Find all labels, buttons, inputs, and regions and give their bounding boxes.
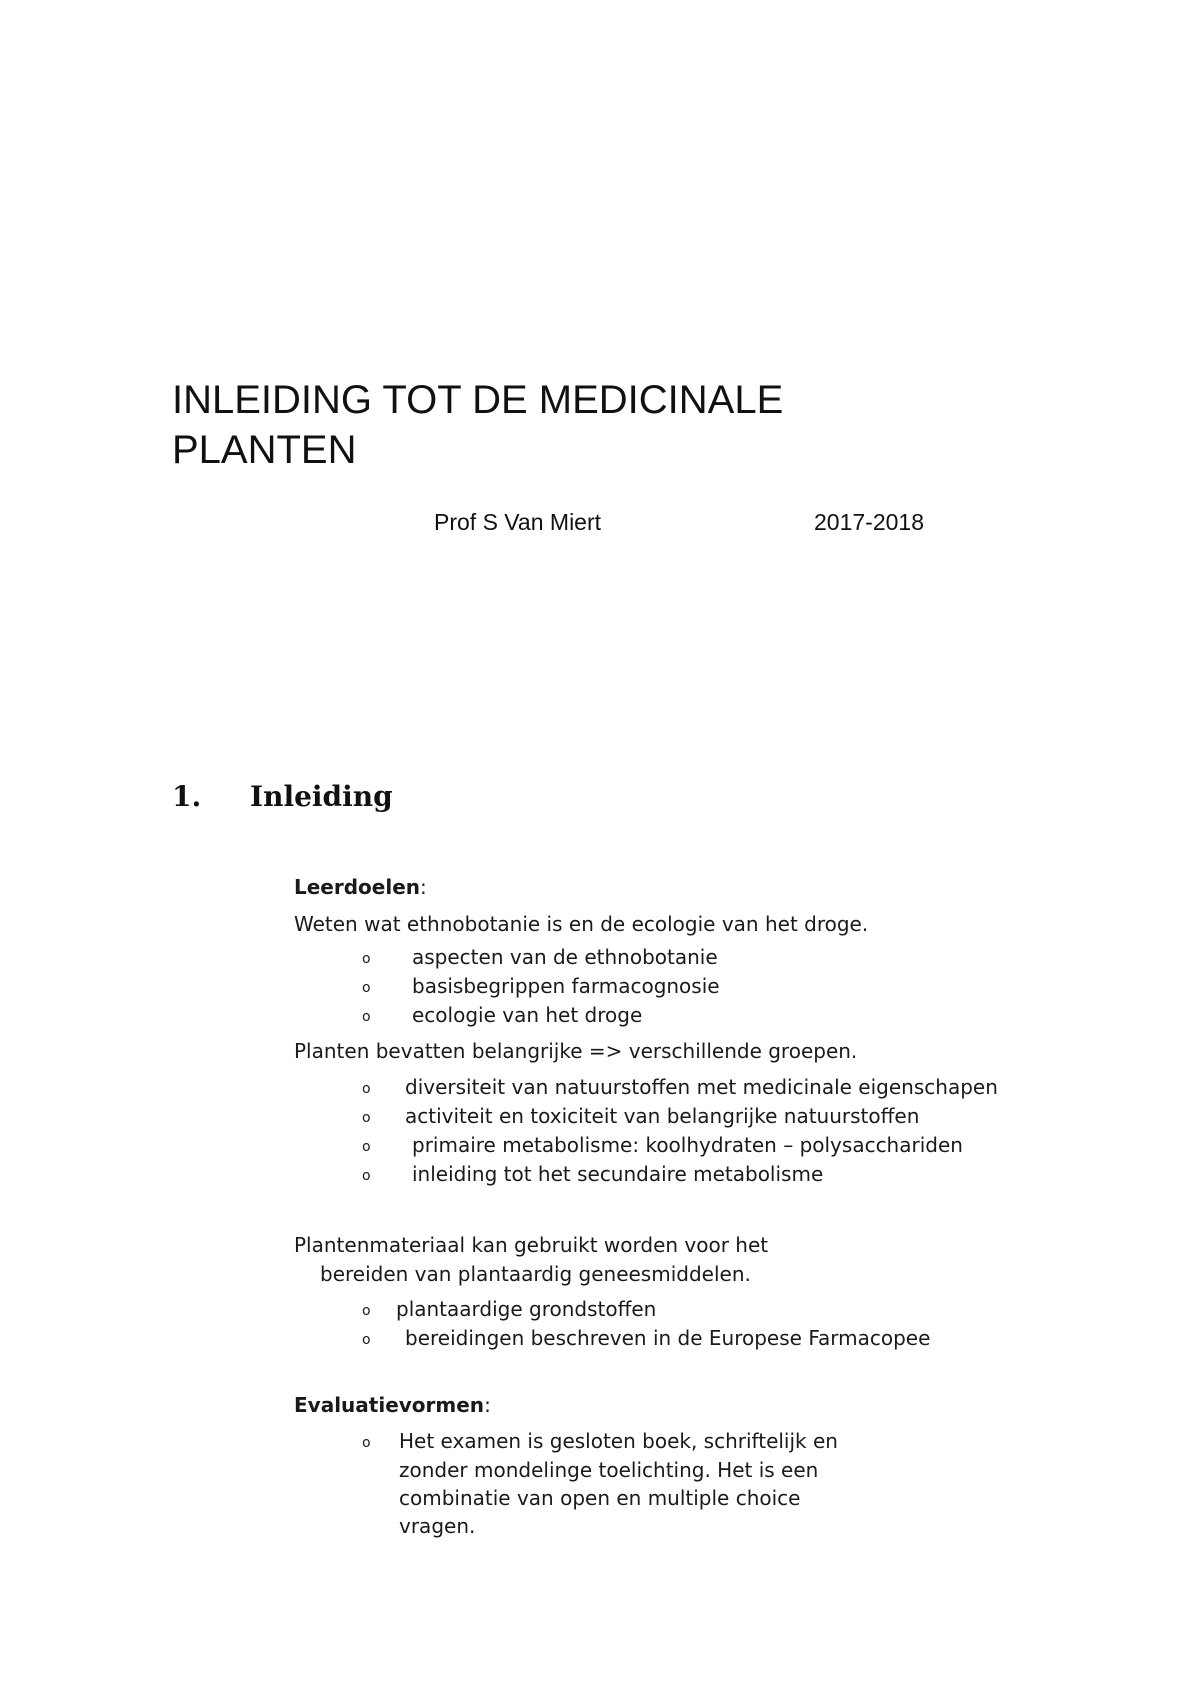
list-item: plantaardige grondstoffen [396, 1297, 657, 1321]
bullet-icon: o [362, 1332, 371, 1348]
learning-goals-intro-1: Weten wat ethnobotanie is en de ecologie van het droge. [294, 912, 869, 936]
evaluation-item-line-4: vragen. [399, 1514, 476, 1538]
bullet-icon: o [362, 1110, 371, 1126]
list-item: bereidingen beschreven in de Europese Farmacopee [405, 1326, 931, 1350]
document-title-line-2: PLANTEN [172, 428, 357, 472]
author: Prof S Van Miert [434, 509, 602, 535]
bullet-icon: o [362, 1435, 371, 1451]
bullet-icon: o [362, 980, 371, 996]
section-number: 1. [172, 780, 202, 813]
evaluation-item-line-3: combinatie van open en multiple choice [399, 1486, 801, 1510]
section-title: Inleiding [250, 780, 393, 813]
list-item: primaire metabolisme: koolhydraten – polysacchariden [412, 1133, 963, 1157]
learning-goals-label: Leerdoelen [294, 875, 421, 899]
evaluation-heading [294, 1393, 491, 1417]
bullet-icon: o [362, 1139, 371, 1155]
list-item: ecologie van het droge [412, 1003, 643, 1027]
list-item: basisbegrippen farmacognosie [412, 974, 720, 998]
bullet-icon: o [362, 1009, 371, 1025]
document-title-line-1: INLEIDING TOT DE MEDICINALE [172, 378, 784, 422]
bullet-icon: o [362, 1081, 371, 1097]
bullet-icon: o [362, 951, 371, 967]
evaluation-colon: : [484, 1393, 491, 1417]
bullet-icon: o [362, 1303, 371, 1319]
learning-goals-intro-3-line-1: Plantenmateriaal kan gebruikt worden voor het [294, 1233, 769, 1257]
list-item: aspecten van de ethnobotanie [412, 945, 718, 969]
evaluation-label: Evaluatievormen [294, 1393, 485, 1417]
learning-goals-heading [294, 875, 427, 899]
evaluation-item-line-2: zonder mondelinge toelichting. Het is een [399, 1458, 819, 1482]
learning-goals-colon: : [420, 875, 427, 899]
learning-goals-intro-3-line-2: bereiden van plantaardig geneesmiddelen. [320, 1262, 751, 1286]
bullet-icon: o [362, 1168, 371, 1184]
list-item: inleiding tot het secundaire metabolisme [412, 1162, 824, 1186]
list-item: diversiteit van natuurstoffen met medicinale eigenschapen [405, 1075, 998, 1099]
list-item: activiteit en toxiciteit van belangrijke natuurstoffen [405, 1104, 920, 1128]
evaluation-item-line-1: Het examen is gesloten boek, schriftelijk en [399, 1429, 838, 1453]
academic-year: 2017-2018 [814, 509, 924, 535]
learning-goals-intro-2: Planten bevatten belangrijke => verschillende groepen. [294, 1039, 858, 1063]
